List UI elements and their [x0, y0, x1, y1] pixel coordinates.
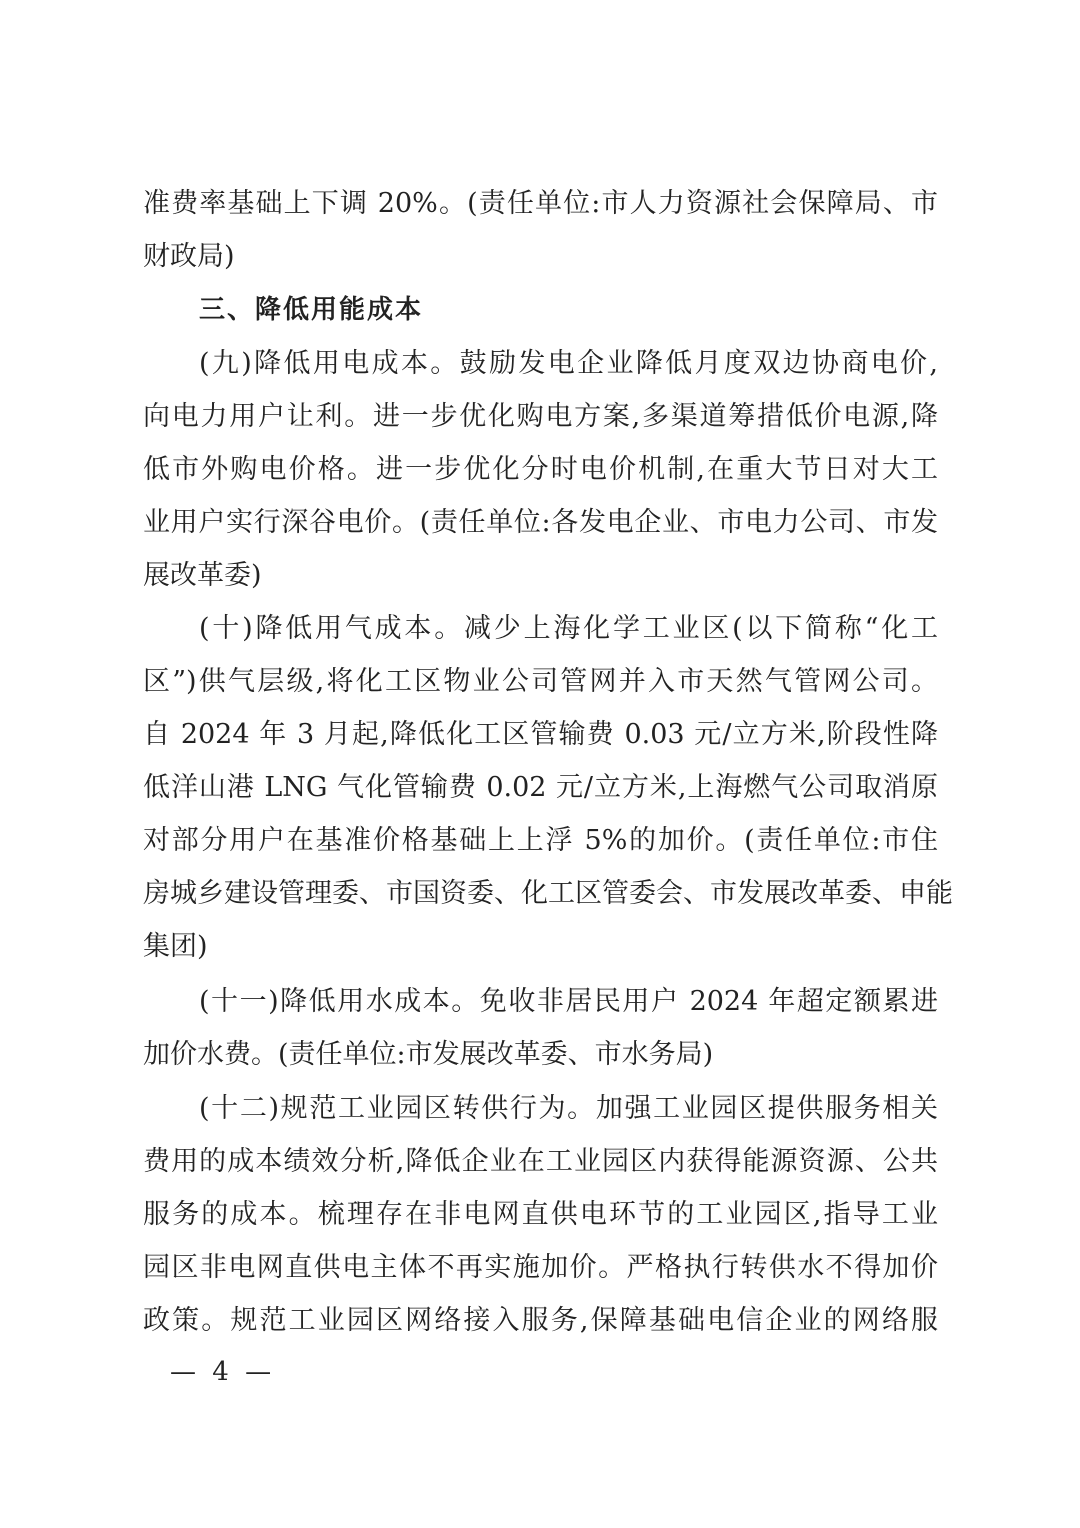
- paragraph-9-line-1: (九)降低用电成本。鼓励发电企业降低月度双边协商电价,: [199, 348, 938, 379]
- paragraph-10-line-1: (十)降低用气成本。减少上海化学工业区(以下简称“化工: [199, 613, 938, 644]
- paragraph-12-line-2: 费用的成本绩效分析,降低企业在工业园区内获得能源资源、公共: [143, 1146, 938, 1177]
- paragraph-10-line-4: 低洋山港 LNG 气化管输费 0.02 元/立方米,上海燃气公司取消原: [143, 772, 938, 803]
- section-heading: 三、降低用能成本: [199, 295, 424, 325]
- paragraph-12-line-3: 服务的成本。梳理存在非电网直供电环节的工业园区,指导工业: [143, 1199, 938, 1230]
- paragraph-12-line-4: 园区非电网直供电主体不再实施加价。严格执行转供水不得加价: [143, 1252, 938, 1283]
- page-number: — 4 —: [170, 1357, 276, 1387]
- paragraph-10-line-3: 自 2024 年 3 月起,降低化工区管输费 0.03 元/立方米,阶段性降: [143, 719, 938, 750]
- paragraph-11-line-2: 加价水费。(责任单位:市发展改革委、市水务局): [143, 1039, 714, 1070]
- paragraph-9-line-3: 低市外购电价格。进一步优化分时电价机制,在重大节日对大工: [143, 454, 938, 485]
- paragraph-10-line-5: 对部分用户在基准价格基础上上浮 5%的加价。(责任单位:市住: [143, 825, 938, 856]
- intro-line-1: 准费率基础上下调 20%。(责任单位:市人力资源社会保障局、市: [143, 188, 938, 219]
- paragraph-9-line-5: 展改革委): [143, 560, 262, 591]
- paragraph-12-line-1: (十二)规范工业园区转供行为。加强工业园区提供服务相关: [199, 1093, 938, 1124]
- paragraph-10-line-2: 区”)供气层级,将化工区物业公司管网并入市天然气管网公司。: [143, 666, 938, 697]
- paragraph-10-line-7: 集团): [143, 931, 208, 962]
- paragraph-9-line-2: 向电力用户让利。进一步优化购电方案,多渠道筹措低价电源,降: [143, 401, 938, 432]
- paragraph-12-line-5: 政策。规范工业园区网络接入服务,保障基础电信企业的网络服: [143, 1305, 938, 1336]
- intro-line-2: 财政局): [143, 241, 235, 272]
- paragraph-11-line-1: (十一)降低用水成本。免收非居民用户 2024 年超定额累进: [199, 986, 938, 1017]
- paragraph-9-line-4: 业用户实行深谷电价。(责任单位:各发电企业、市电力公司、市发: [143, 507, 938, 538]
- paragraph-10-line-6: 房城乡建设管理委、市国资委、化工区管委会、市发展改革委、申能: [143, 878, 953, 909]
